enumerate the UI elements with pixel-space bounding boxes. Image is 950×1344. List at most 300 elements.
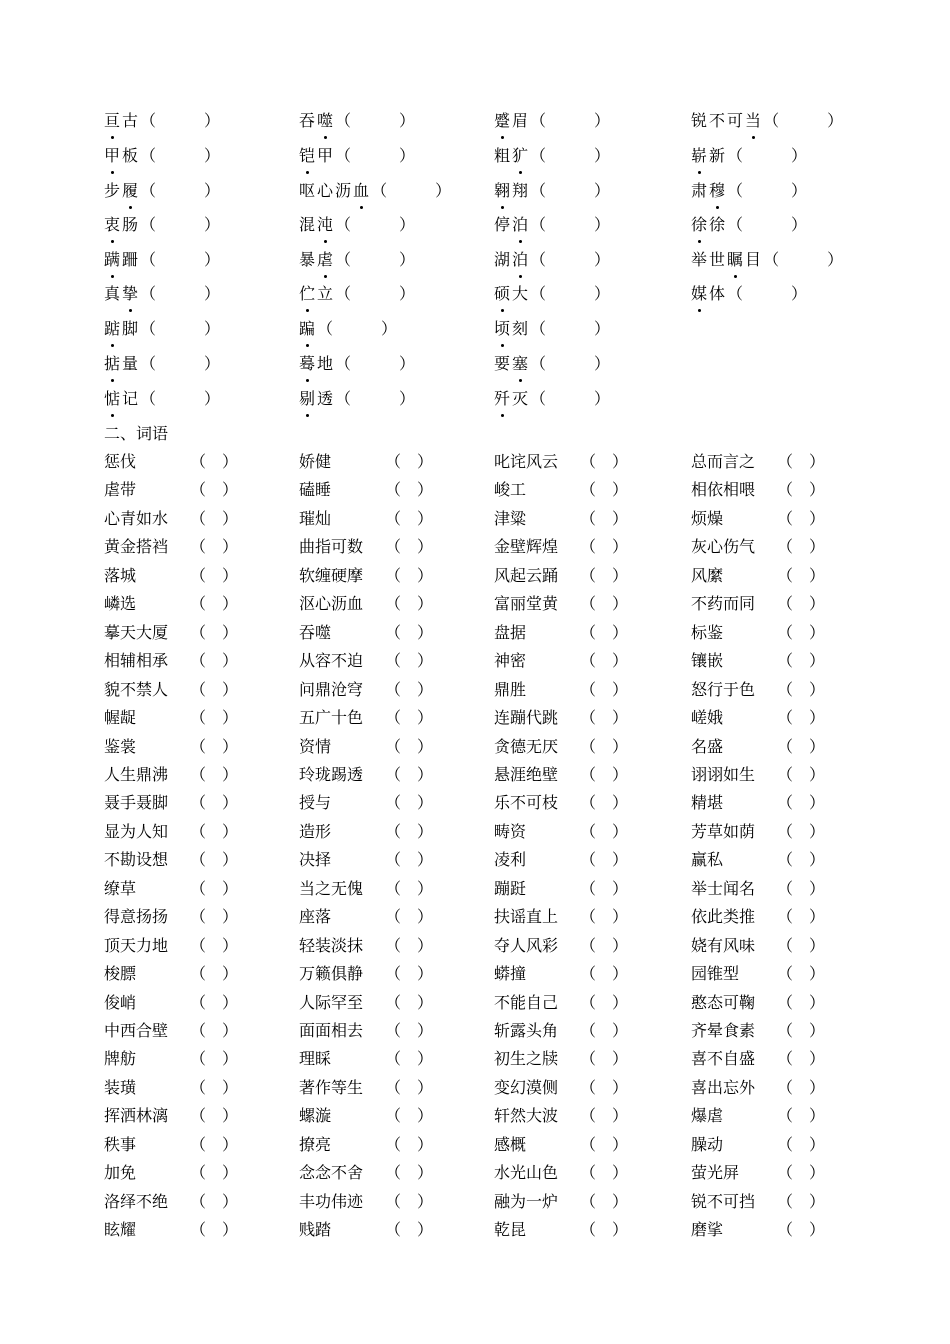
vocab-word: 融为一炉 [494,1192,559,1211]
vocab-word: 决择 [299,850,332,869]
vocab-word: 诩诩如生 [691,765,756,784]
vocab-word: 名盛 [691,737,724,756]
answer-bracket: （ ） [777,879,826,898]
answer-bracket: （ ） [580,1192,629,1211]
answer-bracket: （ ） [385,737,434,756]
vocab-word: 落城 [104,566,137,585]
vocab-word: 貌不禁人 [104,680,169,699]
vocab-word: 蟒撞 [494,964,527,983]
vocab-item [104,620,254,648]
vocab-item [691,477,841,505]
answer-bracket: （ ） [777,566,826,585]
answer-bracket: （ ） [190,936,239,955]
vocab-item [494,506,644,534]
answer-bracket: （ ） [190,623,239,642]
pinyin-item [104,143,220,177]
answer-bracket: （ ） [777,1106,826,1125]
pinyin-word: 粗犷 [494,143,530,166]
vocab-word: 不勘设想 [104,850,169,869]
answer-bracket: （ ） [190,822,239,841]
vocab-item [299,705,449,733]
answer-bracket: （ ） [777,509,826,528]
vocab-item [299,904,449,932]
answer-bracket: （ ） [530,354,611,373]
vocab-word: 轩然大波 [494,1106,559,1125]
vocab-word: 依此类推 [691,907,756,926]
pinyin-word: 举世瞩目 [691,247,763,270]
vocab-word: 梭膘 [104,964,137,983]
answer-bracket: （ ） [727,215,808,234]
vocab-word: 镶嵌 [691,651,724,670]
vocab-item [691,1046,841,1074]
vocab-item [299,1132,449,1160]
vocab-word: 芳草如荫 [691,822,756,841]
answer-bracket: （ ） [777,850,826,869]
vocab-word: 得意扬扬 [104,907,169,926]
vocab-item [494,449,644,477]
answer-bracket: （ ） [190,737,239,756]
vocab-item [494,1103,644,1131]
answer-bracket: （ ） [580,566,629,585]
vocab-word: 贱踏 [299,1220,332,1239]
vocab-word: 不药而同 [691,594,756,613]
answer-bracket: （ ） [385,1049,434,1068]
pinyin-item [691,212,807,246]
vocab-word: 心青如水 [104,509,169,528]
answer-bracket: （ ） [385,936,434,955]
vocab-word: 沤心沥血 [299,594,364,613]
vocab-item [691,904,841,932]
pinyin-word: 锐不可当 [691,108,763,131]
vocab-word: 娆有风味 [691,936,756,955]
vocab-row [0,933,950,961]
vocab-row [0,1132,950,1160]
pinyin-word: 铠甲 [299,143,335,166]
vocab-word: 软缠硬摩 [299,566,364,585]
vocab-word: 喜不自盛 [691,1049,756,1068]
vocab-item [299,961,449,989]
pinyin-word: 吞噬 [299,108,335,131]
answer-bracket: （ ） [580,594,629,613]
pinyin-row [0,108,950,142]
answer-bracket: （ ） [335,284,416,303]
vocab-word: 玲珑踢透 [299,765,364,784]
vocab-word: 聂手聂脚 [104,793,169,812]
vocab-item [691,591,841,619]
answer-bracket: （ ） [385,1163,434,1182]
vocab-item [104,534,254,562]
pinyin-item [494,143,610,177]
pinyin-word: 媒体 [691,281,727,304]
vocab-item [494,961,644,989]
answer-bracket: （ ） [190,480,239,499]
vocab-word: 显为人知 [104,822,169,841]
pinyin-item [691,143,807,177]
vocab-word: 洛绎不绝 [104,1192,169,1211]
answer-bracket: （ ） [190,1078,239,1097]
answer-bracket: （ ） [335,146,416,165]
vocab-row [0,790,950,818]
vocab-row [0,1103,950,1131]
vocab-item [494,819,644,847]
vocab-item [299,1189,449,1217]
vocab-item [494,933,644,961]
vocab-item [691,762,841,790]
answer-bracket: （ ） [530,111,611,130]
pinyin-word: 肃穆 [691,178,727,201]
vocab-item [299,1217,449,1245]
pinyin-item [104,281,220,315]
vocab-item [691,961,841,989]
answer-bracket: （ ） [190,850,239,869]
vocab-word: 初生之牍 [494,1049,559,1068]
vocab-item [299,1160,449,1188]
vocab-word: 园锥型 [691,964,740,983]
vocab-item [494,534,644,562]
vocab-item [104,847,254,875]
pinyin-item [494,386,610,420]
answer-bracket: （ ） [580,993,629,1012]
pinyin-item [104,247,220,281]
answer-bracket: （ ） [777,1220,826,1239]
answer-bracket: （ ） [385,509,434,528]
answer-bracket: （ ） [335,250,416,269]
answer-bracket: （ ） [763,111,844,130]
vocab-word: 扶谣直上 [494,907,559,926]
vocab-item [104,705,254,733]
vocab-word: 装璜 [104,1078,137,1097]
vocab-word: 金壁辉煌 [494,537,559,556]
vocab-word: 轻装淡抹 [299,936,364,955]
pinyin-word: 混沌 [299,212,335,235]
vocab-word: 乐不可枝 [494,793,559,812]
answer-bracket: （ ） [140,215,221,234]
answer-bracket: （ ） [580,537,629,556]
answer-bracket: （ ） [371,181,452,200]
answer-bracket: （ ） [140,250,221,269]
vocab-word: 摹天大厦 [104,623,169,642]
pinyin-item [494,178,610,212]
vocab-item [104,904,254,932]
answer-bracket: （ ） [530,389,611,408]
answer-bracket: （ ） [580,452,629,471]
answer-bracket: （ ） [190,964,239,983]
vocab-word: 面面相去 [299,1021,364,1040]
answer-bracket: （ ） [385,680,434,699]
vocab-row [0,1046,950,1074]
answer-bracket: （ ） [777,737,826,756]
vocab-row [0,904,950,932]
vocab-word: 顶天力地 [104,936,169,955]
vocab-item [494,705,644,733]
vocab-item [104,506,254,534]
answer-bracket: （ ） [385,480,434,499]
vocab-word: 灰心伤气 [691,537,756,556]
answer-bracket: （ ） [777,452,826,471]
answer-bracket: （ ） [580,793,629,812]
vocab-word: 峻工 [494,480,527,499]
vocab-row [0,819,950,847]
vocab-word: 磨挲 [691,1220,724,1239]
vocab-row [0,1018,950,1046]
vocab-word: 嶙选 [104,594,137,613]
vocab-row [0,591,950,619]
answer-bracket: （ ） [385,594,434,613]
pinyin-word: 步履 [104,178,140,201]
answer-bracket: （ ） [385,651,434,670]
answer-bracket: （ ） [335,111,416,130]
vocab-item [299,790,449,818]
vocab-word: 精堪 [691,793,724,812]
vocab-item [494,1018,644,1046]
vocab-item [104,648,254,676]
vocab-row [0,734,950,762]
vocab-item [104,563,254,591]
answer-bracket: （ ） [335,215,416,234]
answer-bracket: （ ） [385,708,434,727]
vocab-item [494,648,644,676]
answer-bracket: （ ） [385,850,434,869]
answer-bracket: （ ） [335,389,416,408]
vocab-item [104,1075,254,1103]
answer-bracket: （ ） [140,111,221,130]
pinyin-row [0,212,950,246]
pinyin-item [104,108,220,142]
vocab-item [104,477,254,505]
answer-bracket: （ ） [777,480,826,499]
vocab-row [0,563,950,591]
pinyin-row [0,143,950,177]
vocab-item [691,734,841,762]
vocab-item [494,1217,644,1245]
vocab-item [494,734,644,762]
pinyin-word: 呕心沥血 [299,178,371,201]
pinyin-row [0,316,950,350]
vocab-word: 嵯娥 [691,708,724,727]
answer-bracket: （ ） [580,680,629,699]
vocab-word: 从容不迫 [299,651,364,670]
answer-bracket: （ ） [580,1078,629,1097]
pinyin-row [0,351,950,385]
vocab-row [0,990,950,1018]
pinyin-item [299,281,415,315]
answer-bracket: （ ） [140,354,221,373]
pinyin-word: 硕大 [494,281,530,304]
answer-bracket: （ ） [777,1078,826,1097]
vocab-item [691,933,841,961]
vocab-item [691,1103,841,1131]
pinyin-word: 惦记 [104,386,140,409]
vocab-item [104,1046,254,1074]
vocab-word: 人际罕至 [299,993,364,1012]
vocab-item [691,705,841,733]
pinyin-word: 蓦地 [299,351,335,374]
vocab-word: 烦燥 [691,509,724,528]
answer-bracket: （ ） [777,964,826,983]
vocab-word: 娇健 [299,452,332,471]
vocab-item [494,1132,644,1160]
pinyin-word: 翱翔 [494,178,530,201]
vocab-word: 相辅相承 [104,651,169,670]
vocab-item [299,563,449,591]
vocab-item [104,1160,254,1188]
answer-bracket: （ ） [580,651,629,670]
answer-bracket: （ ） [190,537,239,556]
vocab-item [104,762,254,790]
vocab-word: 座落 [299,907,332,926]
pinyin-word: 甲板 [104,143,140,166]
vocab-item [299,591,449,619]
vocab-word: 不能自己 [494,993,559,1012]
answer-bracket: （ ） [580,1021,629,1040]
answer-bracket: （ ） [190,680,239,699]
vocab-item [299,477,449,505]
answer-bracket: （ ） [385,1192,434,1211]
answer-bracket: （ ） [190,1220,239,1239]
answer-bracket: （ ） [190,907,239,926]
answer-bracket: （ ） [385,822,434,841]
answer-bracket: （ ） [190,594,239,613]
vocab-word: 富丽堂黄 [494,594,559,613]
answer-bracket: （ ） [777,1192,826,1211]
pinyin-row [0,281,950,315]
vocab-word: 惩伐 [104,452,137,471]
section-title: 二、词语 [104,424,169,443]
vocab-item [299,1103,449,1131]
vocab-item [691,620,841,648]
vocab-item [104,734,254,762]
vocab-item [691,1217,841,1245]
answer-bracket: （ ） [580,850,629,869]
answer-bracket: （ ） [777,594,826,613]
answer-bracket: （ ） [317,319,398,338]
vocab-word: 牌舫 [104,1049,137,1068]
vocab-word: 连蹦代跳 [494,708,559,727]
vocab-row [0,762,950,790]
pinyin-word: 暴虐 [299,247,335,270]
vocab-item [691,1160,841,1188]
answer-bracket: （ ） [385,793,434,812]
vocab-word: 磕睡 [299,480,332,499]
vocab-item [494,1046,644,1074]
vocab-item [299,1075,449,1103]
answer-bracket: （ ） [385,537,434,556]
answer-bracket: （ ） [580,765,629,784]
pinyin-item [299,351,415,385]
vocab-word: 畴资 [494,822,527,841]
vocab-word: 齐晕食素 [691,1021,756,1040]
answer-bracket: （ ） [777,1163,826,1182]
answer-bracket: （ ） [777,708,826,727]
vocab-row [0,961,950,989]
answer-bracket: （ ） [140,146,221,165]
vocab-word: 丰功伟迹 [299,1192,364,1211]
vocab-word: 爆虐 [691,1106,724,1125]
pinyin-item [494,351,610,385]
pinyin-word: 衷肠 [104,212,140,235]
pinyin-word: 踮脚 [104,316,140,339]
vocab-item [494,1189,644,1217]
pinyin-item [299,178,451,212]
answer-bracket: （ ） [580,964,629,983]
vocab-item [691,1018,841,1046]
vocab-item [299,819,449,847]
vocab-row [0,477,950,505]
pinyin-item [299,316,397,350]
vocab-word: 当之无傀 [299,879,364,898]
answer-bracket: （ ） [140,284,221,303]
vocab-row [0,847,950,875]
vocab-item [299,734,449,762]
vocab-word: 怒行于色 [691,680,756,699]
pinyin-word: 亘古 [104,108,140,131]
vocab-word: 鉴裳 [104,737,137,756]
vocab-item [299,762,449,790]
vocab-item [494,477,644,505]
pinyin-word: 蹙眉 [494,108,530,131]
vocab-item [494,790,644,818]
answer-bracket: （ ） [580,480,629,499]
answer-bracket: （ ） [190,509,239,528]
vocab-item [299,1046,449,1074]
vocab-row [0,449,950,477]
vocab-word: 喜出忘外 [691,1078,756,1097]
vocab-item [104,790,254,818]
vocab-item [494,563,644,591]
vocab-item [299,1018,449,1046]
answer-bracket: （ ） [727,181,808,200]
answer-bracket: （ ） [777,680,826,699]
answer-bracket: （ ） [580,1163,629,1182]
answer-bracket: （ ） [580,1049,629,1068]
vocab-item [494,1160,644,1188]
vocab-row [0,677,950,705]
vocab-row [0,876,950,904]
vocab-word: 螺漩 [299,1106,332,1125]
answer-bracket: （ ） [727,284,808,303]
answer-bracket: （ ） [385,566,434,585]
pinyin-item [104,351,220,385]
vocab-word: 加免 [104,1163,137,1182]
pinyin-item [691,247,843,281]
vocab-item [691,1132,841,1160]
vocab-item [494,591,644,619]
pinyin-item [494,281,610,315]
vocab-item [494,904,644,932]
vocab-word: 蹦跹 [494,879,527,898]
vocab-word: 乾昆 [494,1220,527,1239]
vocab-word: 俊峭 [104,993,137,1012]
vocab-word: 问鼎沧穹 [299,680,364,699]
answer-bracket: （ ） [580,509,629,528]
pinyin-item [494,316,610,350]
vocab-word: 锐不可挡 [691,1192,756,1211]
vocab-item [299,876,449,904]
answer-bracket: （ ） [580,936,629,955]
vocab-word: 臊动 [691,1135,724,1154]
pinyin-item [494,212,610,246]
answer-bracket: （ ） [580,708,629,727]
pinyin-word: 蹁 [299,316,317,339]
answer-bracket: （ ） [777,623,826,642]
vocab-item [691,677,841,705]
vocab-item [691,449,841,477]
vocab-word: 夺人风彩 [494,936,559,955]
vocab-word: 风起云踊 [494,566,559,585]
answer-bracket: （ ） [777,822,826,841]
answer-bracket: （ ） [385,765,434,784]
vocab-word: 举士闻名 [691,879,756,898]
